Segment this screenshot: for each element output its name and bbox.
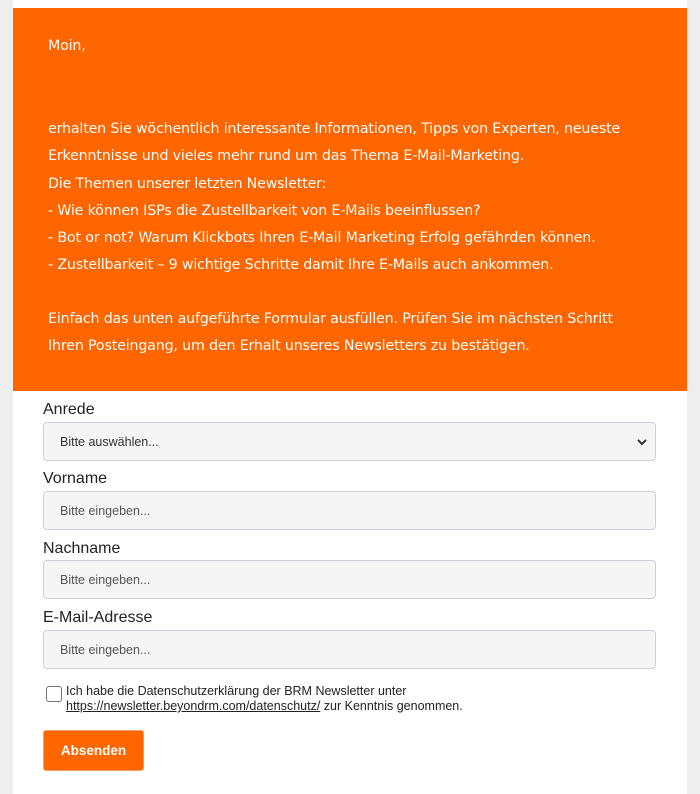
first-name-input[interactable] bbox=[43, 491, 656, 530]
last-name-label: Nachname bbox=[43, 540, 121, 557]
greeting: Moin, bbox=[48, 38, 86, 54]
last-name-placeholder: Bitte eingeben... bbox=[60, 572, 151, 587]
intro-banner bbox=[13, 8, 687, 391]
lead-text-line-2: Erkenntnisse und vieles mehr rund um das Thema E-Mail-Marketing. bbox=[48, 148, 525, 164]
privacy-consent-checkbox[interactable] bbox=[46, 686, 62, 702]
lead-text-line-1: erhalten Sie wöchentlich interessante Informationen, Tipps von Experten, neueste bbox=[48, 121, 621, 137]
first-name-label: Vorname bbox=[43, 470, 108, 487]
topic-item: - Wie können ISPs die Zustellbarkeit von E-Mails beeinflussen? bbox=[48, 203, 481, 219]
first-name-placeholder: Bitte eingeben... bbox=[60, 503, 151, 518]
cta-text-line-2: Ihren Posteingang, um den Erhalt unseres Newsletters zu bestätigen. bbox=[48, 338, 530, 354]
email-label: E-Mail-Adresse bbox=[43, 609, 153, 626]
chevron-down-icon bbox=[635, 435, 649, 449]
consent-text: Ich habe die Datenschutzerklärung der BRM Newsletter unter bbox=[66, 684, 407, 698]
topic-item: - Bot or not? Warum Klickbots Ihren E-Mail Marketing Erfolg gefährden können. bbox=[48, 230, 596, 246]
salutation-label: Anrede bbox=[43, 401, 95, 418]
submit-button[interactable]: Absenden bbox=[43, 730, 144, 771]
topic-item: - Zustellbarkeit – 9 wichtige Schritte damit Ihre E-Mails auch ankommen. bbox=[48, 257, 554, 273]
consent-text-suffix: zur Kenntnis genommen. bbox=[320, 699, 463, 713]
privacy-consent-label bbox=[66, 684, 646, 714]
email-placeholder: Bitte eingeben... bbox=[60, 642, 151, 657]
last-name-input[interactable] bbox=[43, 560, 656, 599]
salutation-selected-value: Bitte auswählen... bbox=[60, 434, 159, 449]
newsletter-card bbox=[13, 0, 687, 794]
privacy-policy-link[interactable]: https://newsletter.beyondrm.com/datenschutz/ bbox=[66, 699, 321, 713]
topics-heading: Die Themen unserer letzten Newsletter: bbox=[48, 176, 327, 192]
email-input[interactable] bbox=[43, 630, 656, 669]
cta-text-line-1: Einfach das unten aufgeführte Formular ausfüllen. Prüfen Sie im nächsten Schritt bbox=[48, 311, 613, 327]
salutation-select[interactable] bbox=[43, 422, 656, 461]
